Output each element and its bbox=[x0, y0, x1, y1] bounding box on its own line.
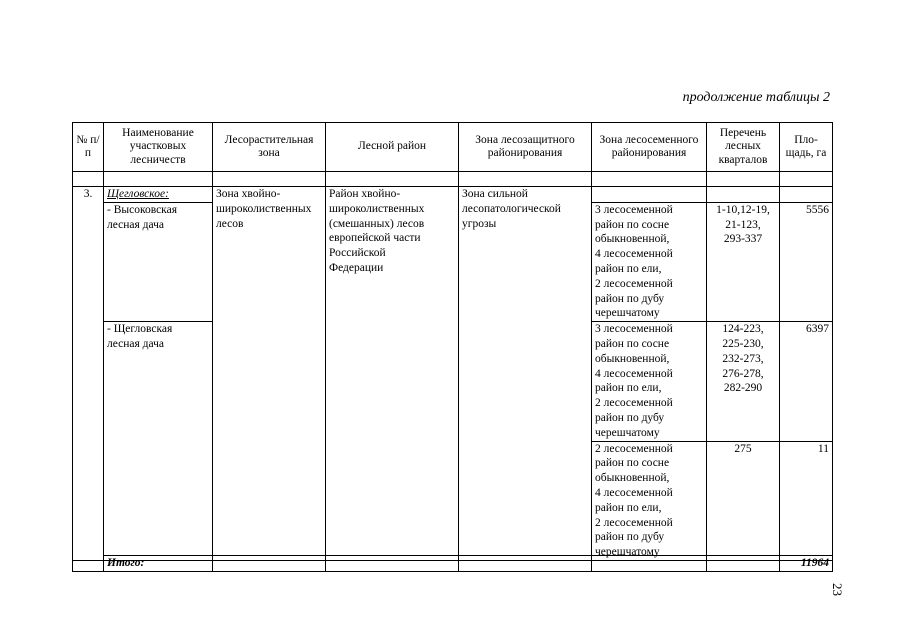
seed-line: район по дубу bbox=[595, 531, 665, 544]
forest-region-line: широколиственных bbox=[329, 202, 425, 215]
quarters-cell: 275 bbox=[707, 441, 780, 560]
blank-cell bbox=[780, 172, 833, 187]
quarters-cell bbox=[707, 322, 780, 441]
blank-cell bbox=[592, 556, 707, 572]
seed-zone-cell bbox=[592, 322, 707, 441]
seed-line: район по сосне bbox=[595, 218, 670, 231]
quarters-line: 282-290 bbox=[723, 382, 763, 395]
veg-zone-line: широколиственных bbox=[216, 202, 312, 215]
seed-zone-cell bbox=[592, 202, 707, 321]
seed-line: обыкновенной, bbox=[595, 472, 670, 485]
blank-cell bbox=[213, 556, 326, 572]
blank-cell bbox=[459, 556, 592, 572]
seed-line: район по сосне bbox=[595, 337, 670, 350]
forest-region-line: Район хвойно- bbox=[329, 188, 401, 200]
forest-region-line: (смешанных) лесов bbox=[329, 217, 425, 230]
blank-cell bbox=[459, 172, 592, 187]
header-cell-area: Пло-щадь, га bbox=[780, 123, 833, 172]
header-cell-forest-region: Лесной район bbox=[326, 123, 459, 172]
blank-cell bbox=[707, 556, 780, 572]
blank-cell bbox=[592, 172, 707, 187]
header-cell-forestry: Наименование участковых лесничеств bbox=[104, 123, 213, 172]
area-cell: 6397 bbox=[780, 322, 833, 441]
forest-region-line: Российской bbox=[329, 247, 386, 260]
forestry-name: Щегловское: bbox=[104, 187, 213, 203]
seed-line: обыкновенной, bbox=[595, 352, 670, 365]
veg-zone-line: Зона хвойно- bbox=[216, 188, 281, 200]
forestry-table bbox=[72, 122, 833, 561]
blank-cell bbox=[213, 172, 326, 187]
seed-line: 2 лесосеменной bbox=[595, 277, 673, 290]
seed-line: район по дубу bbox=[595, 411, 665, 424]
header-cell-num: № п/п bbox=[73, 123, 104, 172]
blank-row bbox=[73, 172, 833, 187]
quarters-cell bbox=[707, 202, 780, 321]
quarters-line: 276-278, bbox=[722, 367, 764, 380]
table-row bbox=[73, 187, 833, 203]
seed-line: район по ели, bbox=[595, 501, 662, 514]
subdivision-name bbox=[104, 322, 213, 561]
area-cell: 5556 bbox=[780, 202, 833, 321]
seed-line: обыкновенной, bbox=[595, 233, 670, 246]
table-caption: продолжение таблицы 2 bbox=[682, 90, 830, 105]
blank-cell bbox=[707, 172, 780, 187]
header-cell-veg-zone: Лесорастительная зона bbox=[213, 123, 326, 172]
total-area: 11964 bbox=[780, 556, 833, 572]
veg-zone-line: лесов bbox=[216, 217, 244, 230]
subdivision-line: лесная дача bbox=[107, 218, 165, 231]
seed-line: 2 лесосеменной bbox=[595, 397, 673, 410]
subdivision-line: - Щегловская bbox=[107, 323, 173, 336]
seed-line: 2 лесосеменной bbox=[595, 516, 673, 529]
header-cell-seed-zone: Зона лесосеменного районирования bbox=[592, 123, 707, 172]
total-table bbox=[72, 555, 833, 572]
quarters-cell bbox=[707, 187, 780, 203]
seed-line: район по дубу bbox=[595, 292, 665, 305]
quarters-line: 232-273, bbox=[722, 352, 764, 365]
protect-zone-line: угрозы bbox=[462, 217, 497, 230]
seed-line: черешчатому bbox=[595, 546, 660, 559]
forest-region-line: Федерации bbox=[329, 261, 384, 274]
seed-zone-cell bbox=[592, 187, 707, 203]
seed-line: 3 лесосеменной bbox=[595, 203, 673, 216]
page-number: 23 bbox=[830, 583, 845, 596]
blank-cell bbox=[326, 556, 459, 572]
quarters-line: 124-223, bbox=[722, 323, 764, 336]
seed-line: район по ели, bbox=[595, 262, 662, 275]
quarters-line: 293-337 bbox=[723, 233, 763, 246]
header-cell-quarters: Перечень лесных кварталов bbox=[707, 123, 780, 172]
blank-cell bbox=[104, 172, 213, 187]
area-cell: 11 bbox=[780, 441, 833, 560]
seed-line: черешчатому bbox=[595, 426, 660, 439]
seed-line: 4 лесосеменной bbox=[595, 486, 673, 499]
quarters-line: 1-10,12-19, bbox=[716, 203, 770, 216]
quarters-line: 225-230, bbox=[722, 337, 764, 350]
seed-line: 4 лесосеменной bbox=[595, 367, 673, 380]
header-cell-protect-zone: Зона лесозащитного районирования bbox=[459, 123, 592, 172]
veg-zone-cell bbox=[213, 187, 326, 561]
seed-line: черешчатому bbox=[595, 307, 660, 320]
blank-cell bbox=[73, 556, 104, 572]
protect-zone-cell bbox=[459, 187, 592, 561]
total-row bbox=[73, 556, 833, 572]
blank-cell bbox=[73, 172, 104, 187]
header-row bbox=[73, 123, 833, 172]
forest-region-cell bbox=[326, 187, 459, 561]
protect-zone-line: Зона сильной bbox=[462, 188, 528, 200]
area-cell bbox=[780, 187, 833, 203]
protect-zone-line: лесопатологической bbox=[462, 202, 561, 215]
seed-line: район по сосне bbox=[595, 457, 670, 470]
seed-line: 4 лесосеменной bbox=[595, 248, 673, 261]
subdivision-line: - Высоковская bbox=[107, 203, 177, 216]
seed-zone-cell bbox=[592, 441, 707, 560]
quarters-line: 21-123, bbox=[725, 218, 761, 231]
row-number: 3. bbox=[73, 187, 104, 561]
total-label: Итого: bbox=[104, 556, 213, 572]
seed-line: 2 лесосеменной bbox=[595, 442, 673, 455]
seed-line: 3 лесосеменной bbox=[595, 323, 673, 336]
forest-region-line: европейской части bbox=[329, 232, 421, 245]
subdivision-line: лесная дача bbox=[107, 337, 165, 350]
blank-cell bbox=[326, 172, 459, 187]
subdivision-name bbox=[104, 202, 213, 321]
seed-line: район по ели, bbox=[595, 382, 662, 395]
